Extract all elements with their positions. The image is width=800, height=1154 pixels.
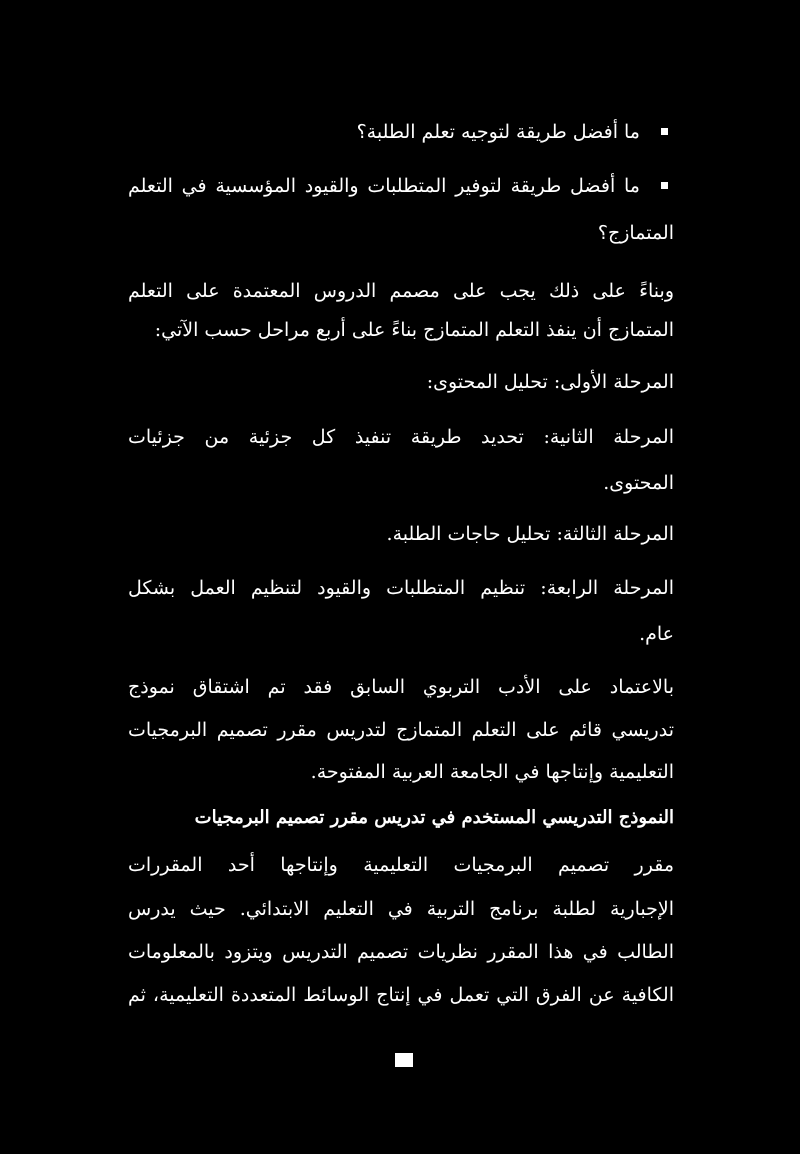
- stage-3: المرحلة الثالثة: تحليل حاجات الطلبة.: [386, 523, 674, 545]
- bullet-item-1: [128, 117, 674, 147]
- bullet-item-2-line-1: ما أفضل طريقة لتوفير المتطلبات والقيود المؤسسية في التعلم: [128, 175, 640, 197]
- bullet-marker: [661, 128, 668, 135]
- document-page: [128, 0, 674, 1154]
- intro-line-2: المتمازج أن ينفذ التعلم المتمازج بناءً على أربع مراحل حسب الآتي:: [154, 319, 674, 341]
- bullet-item-2-line-2: المتمازج؟: [597, 222, 674, 244]
- course-paragraph-line-1: مقرر تصميم البرمجيات التعليمية وإنتاجها أحد المقررات: [128, 854, 674, 876]
- stage-1: المرحلة الأولى: تحليل المحتوى:: [426, 371, 674, 393]
- stage-2-line-2: المحتوى.: [603, 472, 674, 494]
- course-paragraph-line-4: الكافية عن الفرق التي تعمل في إنتاج الوسائط المتعددة التعليمية، ثم: [128, 984, 674, 1006]
- page-number-marker: [395, 1053, 413, 1067]
- model-paragraph-line-1: بالاعتماد على الأدب التربوي السابق فقد تم اشتقاق نموذج: [128, 676, 674, 698]
- bullet-item-2: [128, 171, 674, 201]
- course-paragraph-line-2: الإجبارية لطلبة برنامج التربية في التعليم الابتدائي. حيث يدرس: [128, 898, 674, 920]
- course-paragraph-line-3: الطالب في هذا المقرر نظريات تصميم التدريس ويتزود بالمعلومات: [128, 941, 674, 963]
- model-paragraph-line-3: التعليمية وإنتاجها في الجامعة العربية المفتوحة.: [310, 761, 674, 783]
- stage-4-line-2: عام.: [639, 623, 674, 645]
- bullet-item-1-line-1: ما أفضل طريقة لتوجيه تعلم الطلبة؟: [356, 121, 640, 143]
- intro-line-1: وبناءً على ذلك يجب على مصمم الدروس المعتمدة على التعلم: [128, 280, 674, 302]
- stage-4-line-1: المرحلة الرابعة: تنظيم المتطلبات والقيود لتنظيم العمل بشكل: [128, 577, 674, 599]
- model-paragraph-line-2: تدريسي قائم على التعلم المتمازج لتدريس مقرر تصميم البرمجيات: [128, 719, 674, 741]
- section-heading: النموذج التدريسي المستخدم في تدريس مقرر تصميم البرمجيات: [194, 807, 674, 828]
- bullet-marker: [661, 182, 668, 189]
- stage-2-line-1: المرحلة الثانية: تحديد طريقة تنفيذ كل جزئية من جزئيات: [128, 426, 674, 448]
